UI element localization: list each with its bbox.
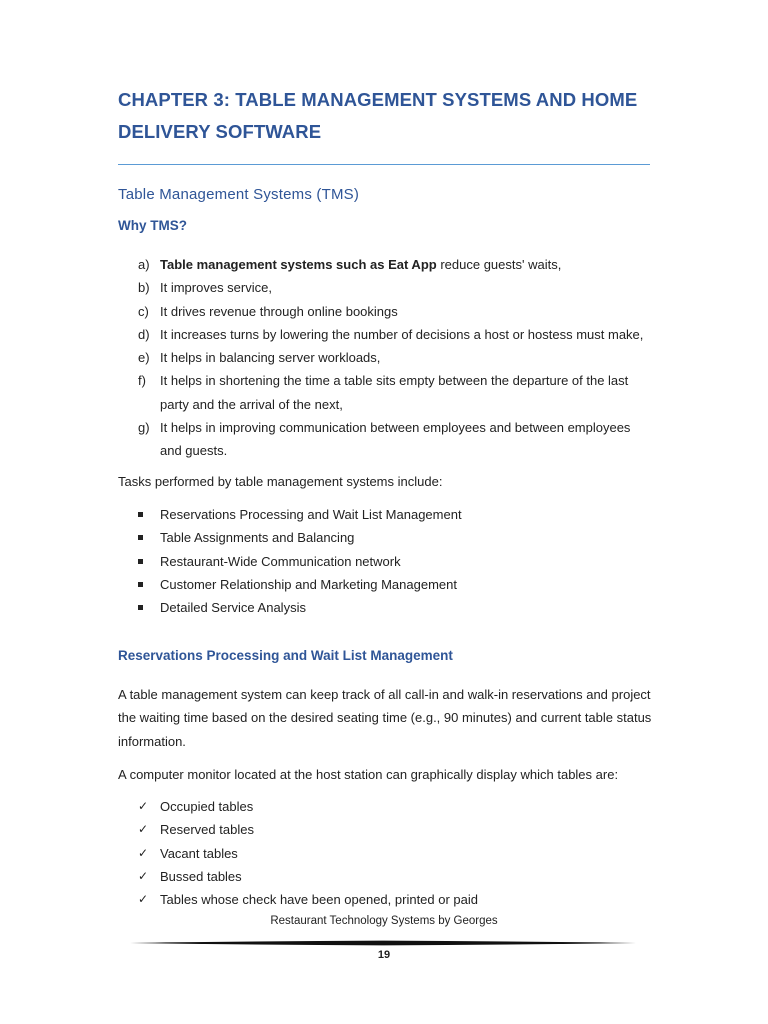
list-item-text: It improves service, [160, 280, 272, 296]
list-item-text: reduce guests' waits, [436, 257, 562, 272]
list-item [118, 795, 638, 818]
list-item-text: Tables whose check have been opened, printed or paid [160, 892, 478, 908]
checkmark-icon: ✓ [138, 799, 149, 813]
table-states-list [118, 795, 638, 911]
list-item [118, 346, 652, 369]
list-marker: f) [138, 373, 146, 389]
footer-divider [130, 940, 638, 946]
list-item [118, 550, 638, 573]
title-divider [118, 164, 650, 165]
list-marker: b) [138, 280, 150, 296]
list-item [118, 416, 652, 463]
list-item [118, 888, 638, 911]
list-item-text: Reserved tables [160, 822, 254, 838]
list-item [118, 842, 638, 865]
list-item [118, 253, 652, 276]
square-bullet-icon [138, 512, 143, 517]
list-item [118, 573, 638, 596]
tasks-intro: Tasks performed by table management systems include: [118, 474, 443, 489]
list-marker: a) [138, 257, 150, 272]
tasks-list [118, 503, 638, 619]
list-item [118, 503, 638, 526]
list-item [118, 526, 638, 549]
monitor-paragraph: A computer monitor located at the host station can graphically display which tables are: [118, 767, 619, 782]
list-marker: e) [138, 350, 150, 366]
list-marker: d) [138, 326, 150, 342]
list-item [118, 323, 652, 346]
list-item-text: It helps in improving communication between employees and between employees and guests. [160, 420, 631, 459]
list-item-text: Bussed tables [160, 868, 242, 884]
reservations-paragraph: A table management system can keep track of all call-in and walk-in reservations and project the waiting time based on the desired seating time (e.g., 90 minutes) and current table status information. [118, 687, 652, 749]
list-item-text: It drives revenue through online bookings [160, 303, 398, 319]
list-item [118, 818, 638, 841]
list-marker: g) [138, 420, 150, 436]
list-item [118, 276, 652, 299]
list-item-text: Vacant tables [160, 845, 238, 861]
chapter-title: CHAPTER 3: TABLE MANAGEMENT SYSTEMS AND HOME DELIVERY SOFTWARE [118, 89, 638, 142]
square-bullet-icon [138, 582, 143, 587]
section-heading-tms: Table Management Systems (TMS) [118, 186, 360, 203]
list-item-text: It increases turns by lowering the number of decisions a host or hostess must make, [160, 326, 644, 342]
list-item [118, 369, 652, 416]
list-item [118, 300, 652, 323]
square-bullet-icon [138, 535, 143, 540]
list-item-text: Detailed Service Analysis [160, 600, 306, 616]
square-bullet-icon [138, 559, 143, 564]
reasons-list [118, 253, 652, 463]
list-item-text: Restaurant-Wide Communication network [160, 553, 401, 569]
list-item-text: Occupied tables [160, 799, 254, 814]
square-bullet-icon [138, 605, 143, 610]
list-item-text: Customer Relationship and Marketing Management [160, 576, 457, 592]
list-item [118, 865, 638, 888]
list-item-text: It helps in balancing server workloads, [160, 350, 381, 366]
checkmark-icon: ✓ [138, 822, 149, 837]
list-marker: c) [138, 303, 149, 319]
section-heading-reservations: Reservations Processing and Wait List Management [118, 648, 453, 663]
checkmark-icon: ✓ [138, 845, 149, 860]
list-item [118, 596, 638, 619]
list-item-text: Table Assignments and Balancing [160, 530, 355, 546]
checkmark-icon: ✓ [138, 868, 149, 883]
footer-title: Restaurant Technology Systems by Georges [270, 915, 498, 927]
page-number: 19 [377, 949, 391, 961]
list-item-text: Reservations Processing and Wait List Management [160, 507, 462, 522]
list-item-bold: Table management systems such as Eat App [160, 257, 437, 272]
list-item-text: It helps in shortening the time a table sits empty between the departure of the last party and the arrival of the next, [160, 373, 629, 412]
sub-heading-why-tms: Why TMS? [118, 218, 187, 233]
checkmark-icon: ✓ [138, 892, 149, 907]
